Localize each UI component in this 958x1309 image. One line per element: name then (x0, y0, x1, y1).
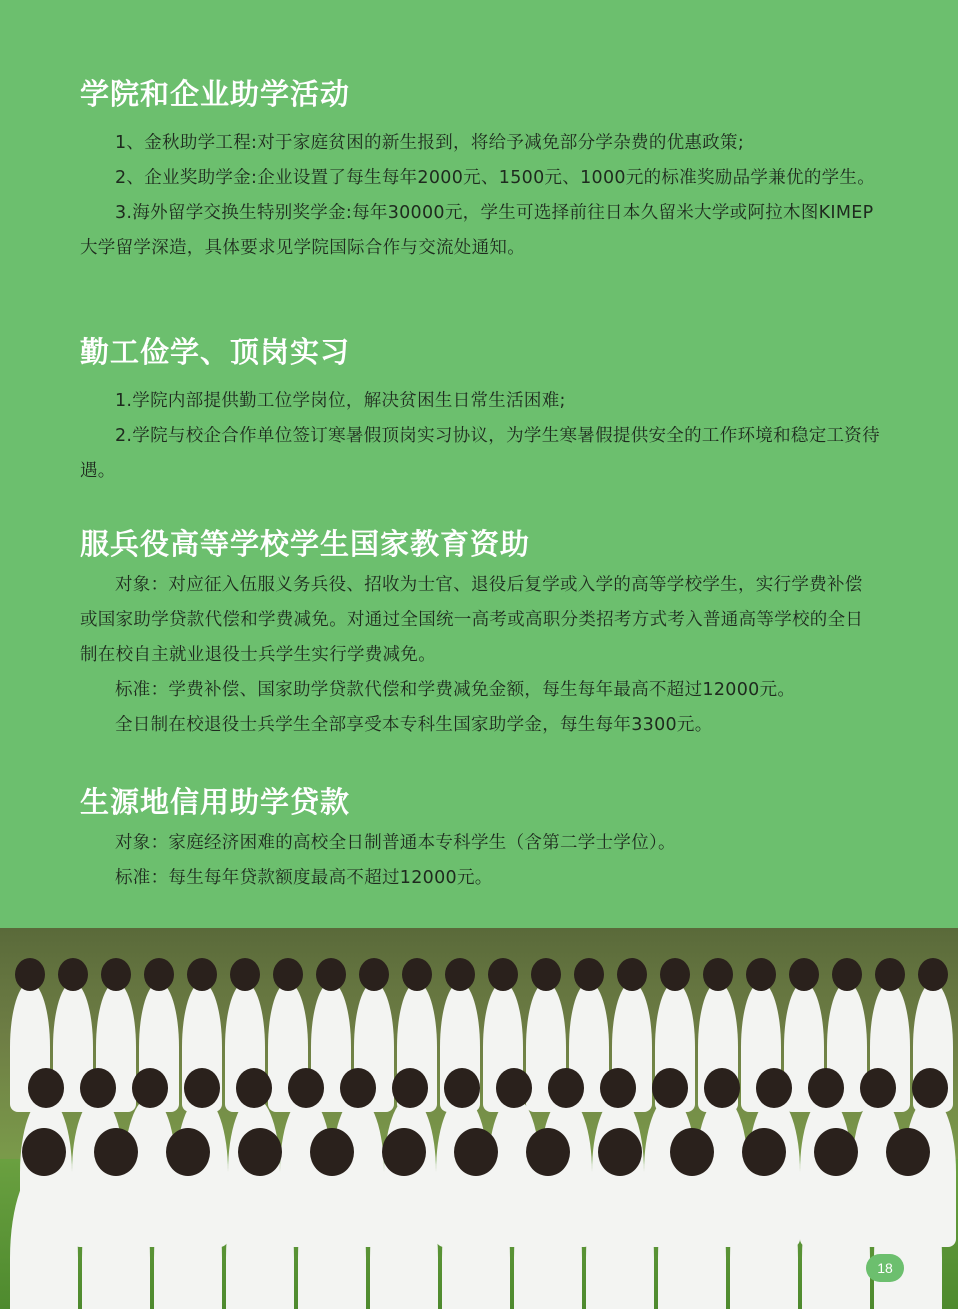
paragraph: 3.海外留学交换生特别奖学金:每年30000元，学生可选择前往日本久留米大学或阿拉木图KIMEP大学留学深造，具体要求见学院国际合作与交流处通知。 (80, 203, 874, 258)
student-head (746, 958, 776, 991)
student-head (808, 1068, 844, 1108)
paragraph: 2.学院与校企合作单位签订寒暑假顶岗实习协议，为学生寒暑假提供安全的工作环境和稳定工资待遇。 (80, 426, 880, 481)
student-head (670, 1128, 714, 1176)
paragraph: 标准：每生每年贷款额度最高不超过12000元。 (115, 868, 493, 888)
student-head (22, 1128, 66, 1176)
student-head (703, 958, 733, 991)
section-work-study (80, 334, 880, 489)
student-head (236, 1068, 272, 1108)
student-head (742, 1128, 786, 1176)
section-heading: 学院和企业助学活动 (80, 77, 351, 111)
paragraph: 1.学院内部提供勤工位学岗位，解决贫困生日常生活困难; (115, 391, 566, 411)
student-head (704, 1068, 740, 1108)
student-head (340, 1068, 376, 1108)
student-head (184, 1068, 220, 1108)
student-head (617, 958, 647, 991)
student-head (187, 958, 217, 991)
student-head (832, 958, 862, 991)
student-head (789, 958, 819, 991)
student-head (598, 1128, 642, 1176)
student-head (652, 1068, 688, 1108)
student-head (886, 1128, 930, 1176)
paragraph: 对象：家庭经济困难的高校全日制普通本专科学生（含第二学士学位）。 (115, 833, 676, 853)
section-heading: 服兵役高等学校学生国家教育资助 (80, 527, 531, 561)
paragraph: 全日制在校退役士兵学生全部享受本专科生国家助学金，每生每年3300元。 (115, 715, 713, 735)
paragraph: 对象：对应征入伍服义务兵役、招收为士官、退役后复学或入学的高等学校学生，实行学费补偿或国家助学贷款代偿和学费减免。对通过全国统一高考或高职分类招考方式考入普通高等学校的全日制在校自主就业退役士兵学生实行学费减免。 (80, 575, 864, 665)
student-head (756, 1068, 792, 1108)
student-head (310, 1128, 354, 1176)
student-head (875, 958, 905, 991)
student-head (288, 1068, 324, 1108)
student-head (316, 958, 346, 991)
student-head (132, 1068, 168, 1108)
student-head (230, 958, 260, 991)
paragraph: 1、金秋助学工程:对于家庭贫困的新生报到，将给予减免部分学杂费的优惠政策; (115, 133, 745, 153)
section-student-loan (80, 784, 880, 896)
student-head (444, 1068, 480, 1108)
student-head (918, 958, 948, 991)
student-head (526, 1128, 570, 1176)
student-head (574, 958, 604, 991)
student-head (273, 958, 303, 991)
section-heading: 勤工俭学、顶岗实习 (80, 335, 351, 369)
student-head (58, 958, 88, 991)
student-head (101, 958, 131, 991)
student-head (445, 958, 475, 991)
section-school-enterprise-aid (80, 76, 880, 266)
student-head (402, 958, 432, 991)
group-photo (0, 928, 958, 1309)
student-head (238, 1128, 282, 1176)
section-military-service-aid (80, 526, 880, 743)
student-head (15, 958, 45, 991)
student-head (488, 958, 518, 991)
student-head (660, 958, 690, 991)
student-head (496, 1068, 532, 1108)
student-head (912, 1068, 948, 1108)
student-head (359, 958, 389, 991)
student-head (860, 1068, 896, 1108)
student-head (392, 1068, 428, 1108)
student-head (548, 1068, 584, 1108)
student-head (166, 1128, 210, 1176)
paragraph: 标准：学费补偿、国家助学贷款代偿和学费减免金额，每生每年最高不超过12000元。 (115, 680, 796, 700)
student-head (144, 958, 174, 991)
student-head (382, 1128, 426, 1176)
page-number: 18 (866, 1254, 904, 1282)
student-head (454, 1128, 498, 1176)
student-head (94, 1128, 138, 1176)
section-heading: 生源地信用助学贷款 (80, 785, 351, 819)
student-head (80, 1068, 116, 1108)
student-head (814, 1128, 858, 1176)
student-head (531, 958, 561, 991)
student-head (28, 1068, 64, 1108)
student-head (600, 1068, 636, 1108)
paragraph: 2、企业奖助学金:企业设置了每生每年2000元、1500元、1000元的标准奖励品学兼优的学生。 (115, 168, 876, 188)
